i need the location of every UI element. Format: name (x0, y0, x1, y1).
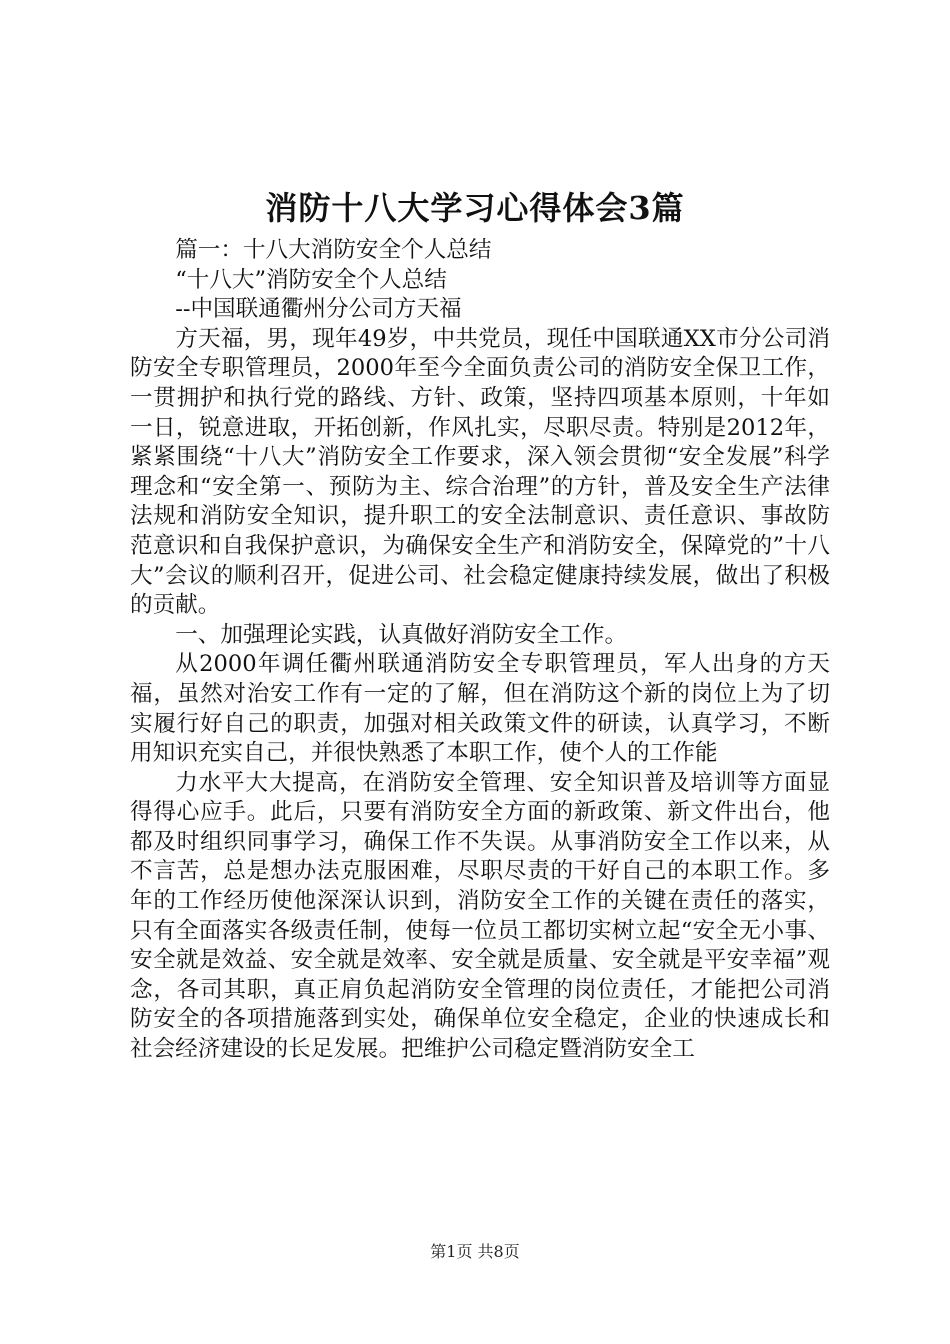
document-title: 消防十八大学习心得体会3篇 (265, 189, 685, 227)
document-body (130, 236, 830, 1065)
body-paragraph: 方天福，男，现年49岁，中共党员，现任中国联通XX市分公司消防安全专职管理员，2000年至今全面负责公司的消防安全保卫工作，一贯拥护和执行党的路线、方针、政策，坚持四项基本原则，十年如一日，锐意进取，开拓创新，作风扎实，尽职尽责。特别是2012年，紧紧围绕“十八大”消防安全工作要求，深入领会贯彻“安全发展”科学理念和“安全第一、预防为主、综合治理”的方针，普及安全生产法律法规和消防安全知识，提升职工的安全法制意识、责任意识、事故防范意识和自我保护意识，为确保安全生产和消防安全，保障党的”十八大”会议的顺利召开，促进公司、社会稳定健康持续发展，做出了积极的贡献。 (130, 325, 830, 619)
page-footer: 第1页 共8页 (430, 1242, 520, 1261)
body-paragraph: 力水平大大提高，在消防安全管理、安全知识普及培训等方面显得得心应手。此后，只要有消防安全方面的新政策、新文件出台，他都及时组织同事学习，确保工作不失误。从事消防安全工作以来，从不言苦，总是想办法克服困难，尽职尽责的干好自己的本职工作。多年的工作经历使他深深认识到，消防安全工作的关键在责任的落实，只有全面落实各级责任制，使每一位员工都切实树立起“安全无小事、安全就是效益、安全就是效率、安全就是质量、安全就是平安幸福”观念，各司其职，真正肩负起消防安全管理的岗位责任，才能把公司消防安全的各项措施落到实处，确保单位安全稳定，企业的快速成长和社会经济建设的长足发展。把维护公司稳定暨消防安全工 (130, 769, 830, 1063)
section-heading: 一、加强理论实践，认真做好消防安全工作。 (175, 621, 628, 648)
author-line: --中国联通衢州分公司方天福 (175, 296, 462, 323)
subtitle: “十八大”消防安全个人总结 (175, 266, 447, 293)
body-paragraph: 从2000年调任衢州联通消防安全专职管理员，军人出身的方天福，虽然对治安工作有一定的了解，但在消防这个新的岗位上为了切实履行好自己的职责，加强对相关政策文件的研读，认真学习，不断用知识充实自己，并很快熟悉了本职工作，使个人的工作能 (130, 651, 830, 767)
section-heading: 篇一：十八大消防安全个人总结 (175, 237, 492, 263)
